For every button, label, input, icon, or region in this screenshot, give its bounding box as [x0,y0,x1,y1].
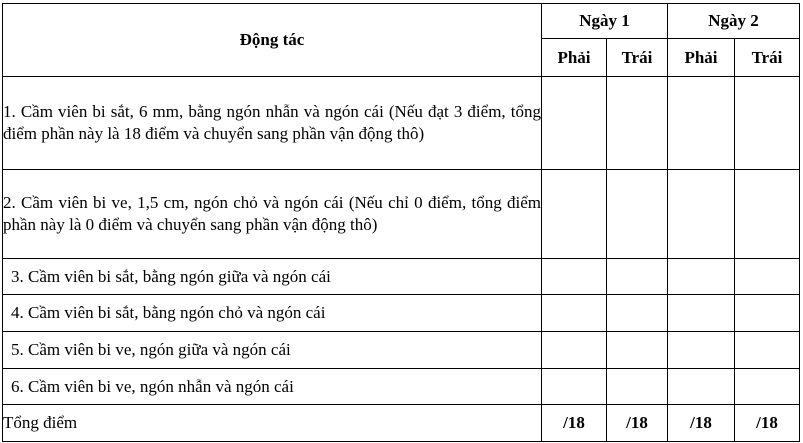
assessment-table [2,3,800,442]
score-cell[interactable] [607,77,668,170]
score-cell[interactable] [668,332,735,369]
day1-left-header: Trái [607,39,668,77]
score-cell[interactable] [542,332,607,369]
score-cell[interactable] [542,77,607,170]
action-cell: 4. Cầm viên bi sắt, bằng ngón chỏ và ngón cái [3,295,542,332]
action-cell: 6. Cầm viên bi ve, ngón nhẫn và ngón cái [3,369,542,405]
action-cell: 3. Cầm viên bi sắt, bằng ngón giữa và ngón cái [3,259,542,295]
score-cell[interactable] [735,77,800,170]
score-cell[interactable] [542,295,607,332]
action-cell: 2. Cầm viên bi ve, 1,5 cm, ngón chỏ và ngón cái (Nếu chỉ 0 điểm, tổng điểm phần này là 0 điểm và chuyển sang phần vận động thô) [3,170,542,259]
table-row [3,369,800,405]
score-cell[interactable] [668,77,735,170]
table-row [3,259,800,295]
day2-header: Ngày 2 [668,4,800,39]
total-value: /18 [607,405,668,442]
score-cell[interactable] [735,170,800,259]
day1-right-header: Phải [542,39,607,77]
total-value: /18 [542,405,607,442]
score-cell[interactable] [668,369,735,405]
day1-header: Ngày 1 [542,4,668,39]
score-cell[interactable] [735,259,800,295]
action-cell: 1. Cầm viên bi sắt, 6 mm, bằng ngón nhẫn và ngón cái (Nếu đạt 3 điểm, tổng điểm phần này là 18 điểm và chuyển sang phần vận động thô) [3,77,542,170]
total-value: /18 [735,405,800,442]
score-cell[interactable] [607,295,668,332]
table-row [3,170,800,259]
header-row [3,4,800,39]
total-value: /18 [668,405,735,442]
score-cell[interactable] [607,170,668,259]
table-row [3,77,800,170]
score-cell[interactable] [668,170,735,259]
score-cell[interactable] [542,170,607,259]
total-row [3,405,800,442]
action-header: Động tác [3,4,542,77]
score-cell[interactable] [607,332,668,369]
total-label: Tổng điểm [3,405,542,442]
day2-right-header: Phải [668,39,735,77]
score-cell[interactable] [668,295,735,332]
day2-left-header: Trái [735,39,800,77]
score-cell[interactable] [735,295,800,332]
action-cell: 5. Cầm viên bi ve, ngón giữa và ngón cái [3,332,542,369]
table-row [3,295,800,332]
score-cell[interactable] [735,332,800,369]
score-cell[interactable] [735,369,800,405]
table-row [3,332,800,369]
score-cell[interactable] [542,259,607,295]
score-cell[interactable] [668,259,735,295]
score-cell[interactable] [607,369,668,405]
score-cell[interactable] [542,369,607,405]
score-cell[interactable] [607,259,668,295]
